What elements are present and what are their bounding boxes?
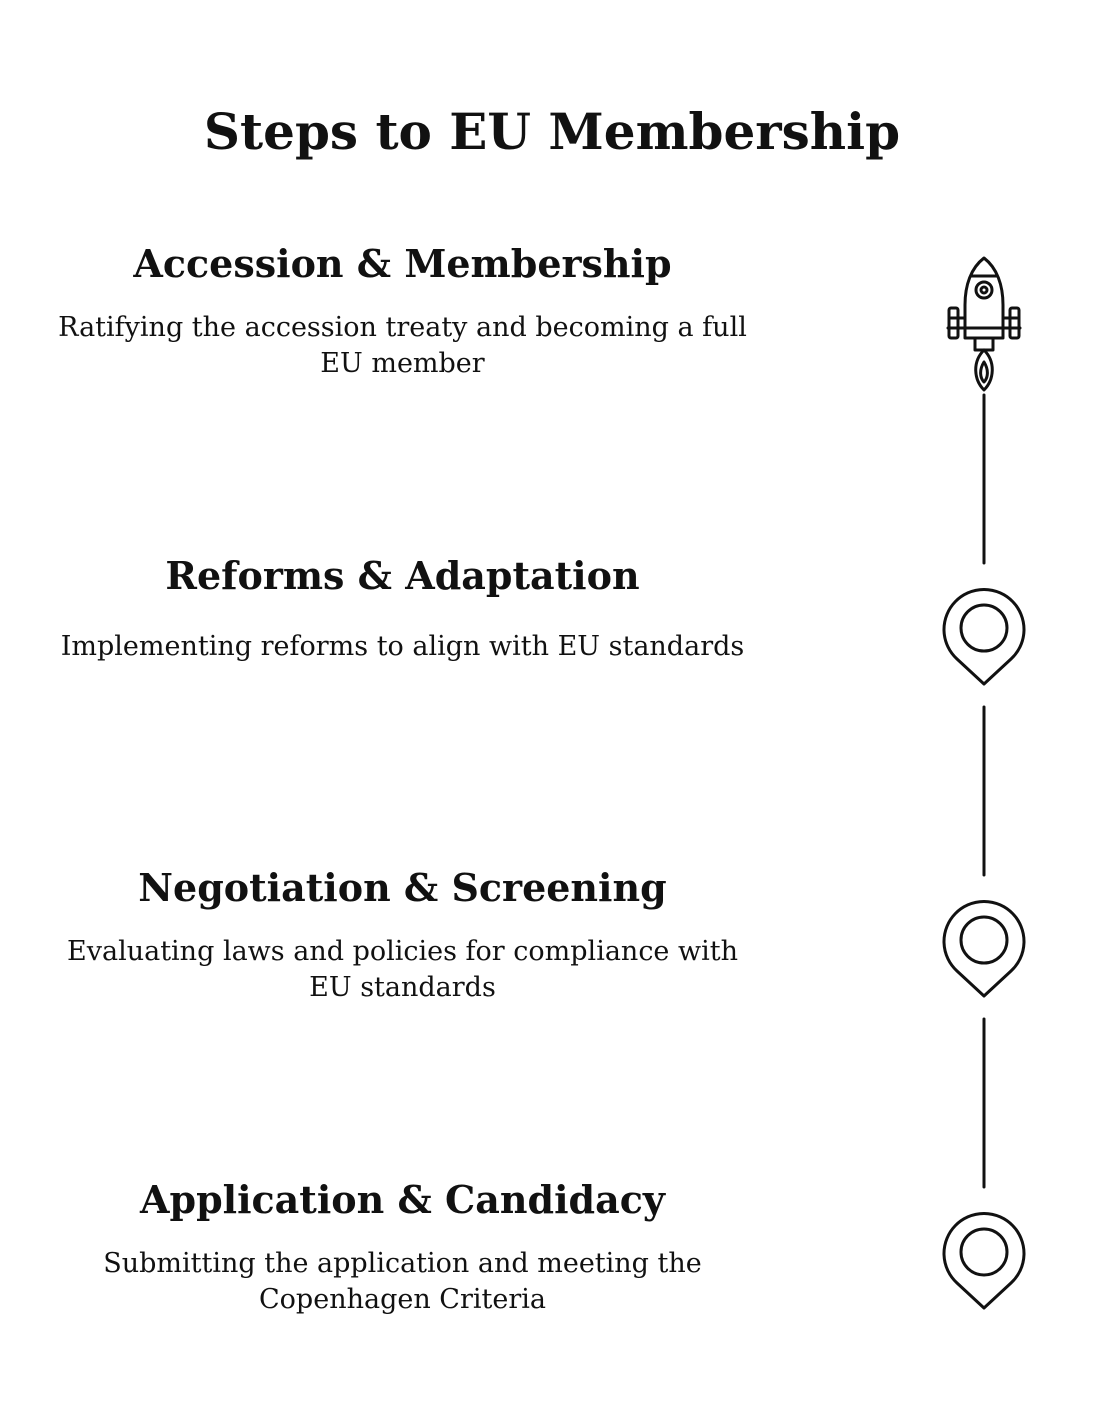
step-title: Negotiation & Screening bbox=[138, 865, 667, 910]
step-description: Submitting the application and meeting the Copenhagen Criteria bbox=[103, 1248, 702, 1315]
page-title: Steps to EU Membership bbox=[203, 102, 901, 161]
step-description: Evaluating laws and policies for compliance with EU standards bbox=[67, 936, 738, 1003]
step-description: Ratifying the accession treaty and becoming a full EU member bbox=[58, 312, 747, 379]
step-title: Accession & Membership bbox=[133, 241, 672, 286]
step-title: Application & Candidacy bbox=[140, 1177, 665, 1222]
location-pin-icon bbox=[944, 1213, 1024, 1308]
step-title: Reforms & Adaptation bbox=[165, 553, 640, 598]
location-pin-icon bbox=[944, 901, 1024, 996]
step-description: Implementing reforms to align with EU standards bbox=[60, 631, 745, 662]
rocket-icon bbox=[948, 258, 1020, 390]
location-pin-icon bbox=[944, 589, 1024, 684]
